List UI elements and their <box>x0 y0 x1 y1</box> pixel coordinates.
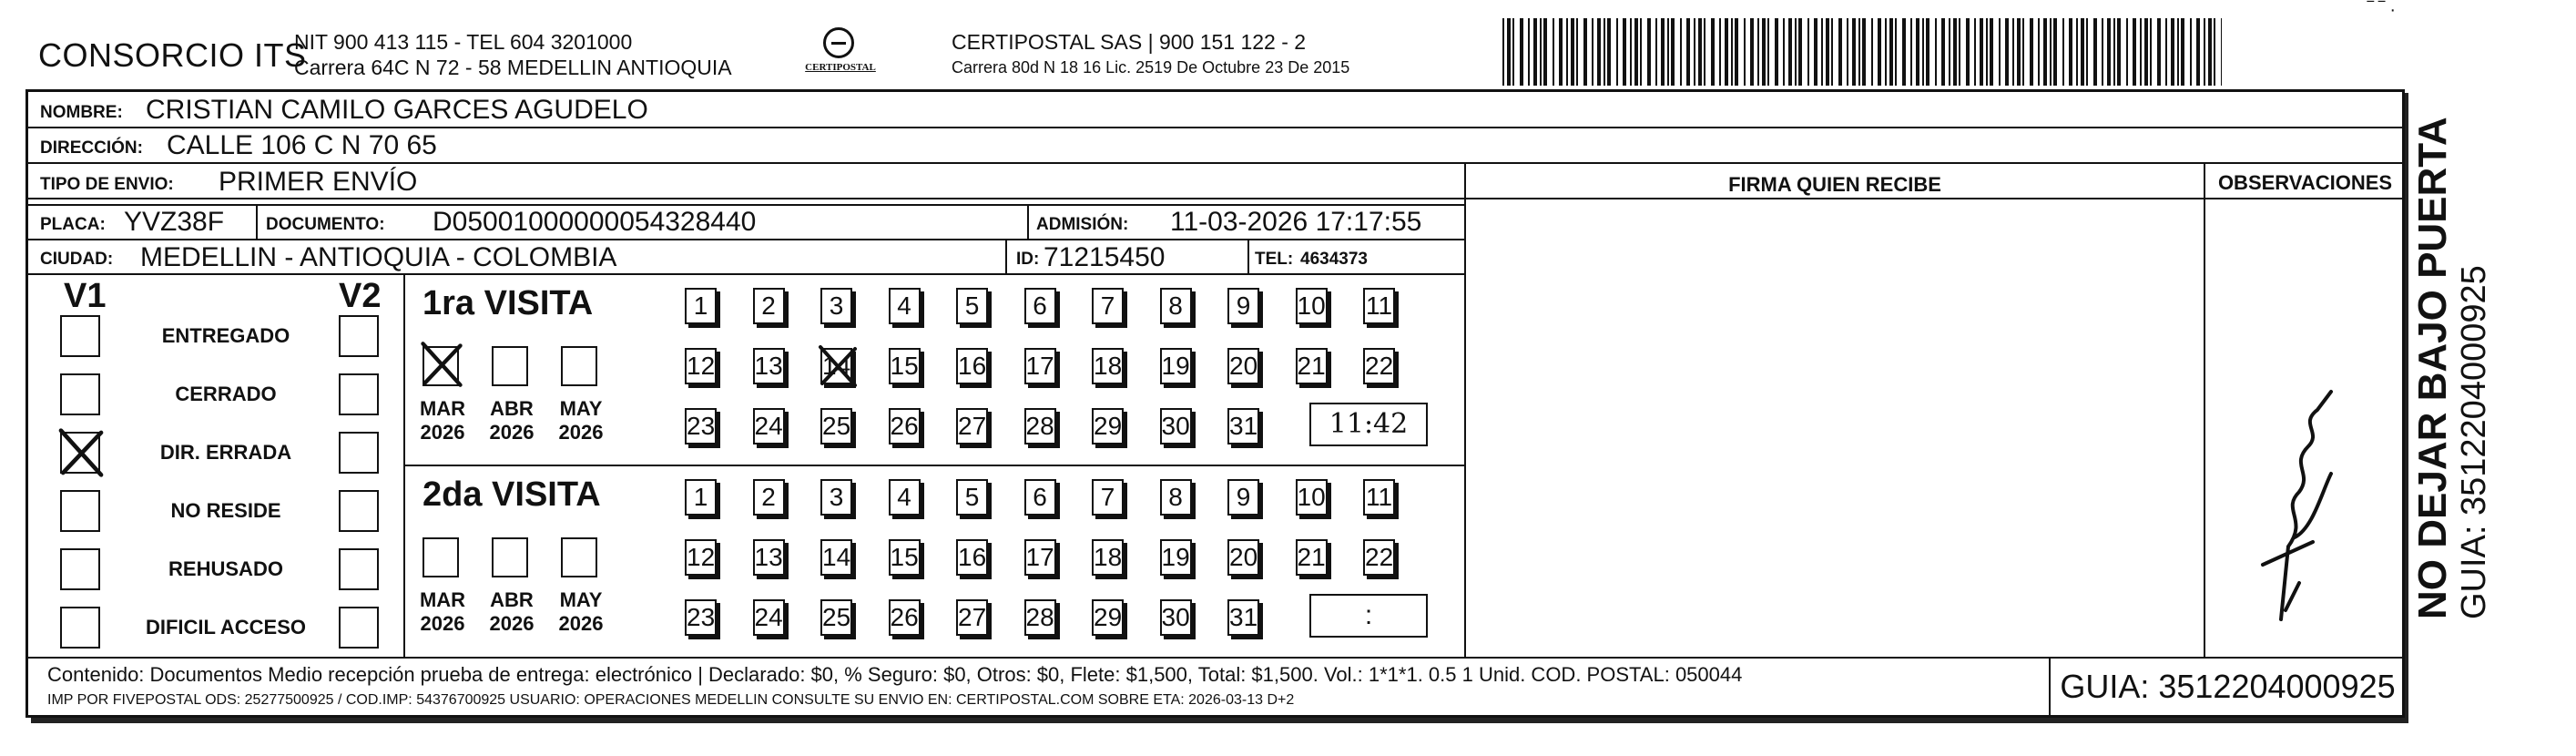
tel-value: 4634373 <box>1300 250 1368 269</box>
rule <box>25 273 1464 275</box>
barcode-bar <box>1999 18 2001 86</box>
tipo-envio-value: PRIMER ENVÍO <box>219 167 418 197</box>
day-box-8[interactable]: 8 <box>1160 479 1192 516</box>
month-label <box>554 397 608 444</box>
month-year: 2026 <box>558 421 604 444</box>
status-option-label: ENTREGADO <box>161 324 290 347</box>
barcode-bar <box>2038 18 2040 86</box>
barcode-bar <box>1750 18 1754 86</box>
barcode-bar <box>1922 18 1924 86</box>
v1-label: V1 <box>64 277 107 315</box>
rule <box>403 465 1464 466</box>
barcode-bar <box>1640 18 1642 86</box>
check-x-mark <box>55 426 107 479</box>
v1-checkbox[interactable] <box>60 373 100 415</box>
barcode-bar <box>2022 18 2024 86</box>
barcode-bar <box>1661 18 1665 86</box>
day-box-24[interactable]: 24 <box>753 408 785 444</box>
day-box-2[interactable]: 2 <box>753 288 785 324</box>
certipostal-logo <box>801 26 880 82</box>
vertical-guia: GUIA: 3512204000925 <box>2455 265 2493 619</box>
barcode-bar <box>1559 18 1563 86</box>
day-box-8[interactable]: 8 <box>1160 288 1192 324</box>
barcode-bar <box>1941 18 1945 86</box>
day-box-3[interactable]: 3 <box>820 288 852 324</box>
day-box-6[interactable]: 6 <box>1024 288 1056 324</box>
v1-checkbox[interactable] <box>60 607 100 649</box>
day-box-17[interactable]: 17 <box>1024 539 1056 576</box>
barcode-bar <box>1788 18 1792 86</box>
ciudad-value: MEDELLIN - ANTIOQUIA - COLOMBIA <box>140 242 617 272</box>
direccion-value: CALLE 106 C N 70 65 <box>167 130 437 160</box>
v2-checkbox[interactable] <box>339 607 379 649</box>
day-box-19[interactable]: 19 <box>1160 539 1192 576</box>
barcode-bar <box>2062 18 2064 86</box>
barcode-bar <box>1680 18 1682 86</box>
month-name: MAR <box>419 397 466 420</box>
courier-license-line: Carrera 80d N 18 16 Lic. 2519 De Octubre 23 De 2015 <box>952 58 1350 77</box>
barcode-bar <box>1821 18 1823 86</box>
nombre-value: CRISTIAN CAMILO GARCES AGUDELO <box>146 95 648 125</box>
rule <box>256 204 258 239</box>
barcode-bar <box>1807 18 1809 86</box>
receiver-signature <box>2245 383 2354 628</box>
ciudad-label: CIUDAD: <box>40 250 114 269</box>
rule <box>25 127 2405 128</box>
logo-text: CERTIPOSTAL <box>805 62 876 73</box>
day-box-30[interactable]: 30 <box>1160 599 1192 636</box>
visit-title: 1ra VISITA <box>423 284 594 322</box>
status-option-label: NO RESIDE <box>170 499 281 522</box>
barcode-bar <box>1686 18 1690 86</box>
company-name: CONSORCIO ITS <box>38 36 307 74</box>
barcode-bar <box>2117 18 2121 86</box>
day-box-29[interactable]: 29 <box>1092 599 1124 636</box>
barcode-bar <box>1655 18 1657 86</box>
day-box-27[interactable]: 27 <box>956 599 988 636</box>
barcode-bar <box>1949 18 1950 86</box>
barcode-bar <box>2140 18 2142 86</box>
day-box-2[interactable]: 2 <box>753 479 785 516</box>
day-box-17[interactable]: 17 <box>1024 348 1056 384</box>
barcode-bar <box>1862 18 1866 86</box>
barcode-bar <box>1847 18 1848 86</box>
month-year: 2026 <box>420 421 465 444</box>
barcode-bar <box>1831 18 1833 86</box>
month-checkbox[interactable] <box>561 537 597 577</box>
status-option-label: DIFICIL ACCESO <box>145 616 306 639</box>
vertical-notice <box>2411 109 2493 619</box>
day-box-20[interactable]: 20 <box>1227 539 1259 576</box>
day-box-1[interactable]: 1 <box>685 479 717 516</box>
admision-label: ADMISIÓN: <box>1036 215 1129 234</box>
day-box-7[interactable]: 7 <box>1092 288 1124 324</box>
v2-checkbox[interactable] <box>339 432 379 474</box>
barcode-bar <box>2050 18 2052 86</box>
barcode-bar <box>2086 18 2088 86</box>
barcode-bar <box>1576 18 1578 86</box>
courier-info <box>952 29 1349 80</box>
barcode-bar <box>1814 18 1817 86</box>
day-box-27[interactable]: 27 <box>956 408 988 444</box>
id-value: 71215450 <box>1044 242 1166 272</box>
guia-number: GUIA: 3512204000925 <box>2049 657 2405 717</box>
day-box-19[interactable]: 19 <box>1160 348 1192 384</box>
barcode-bar <box>2204 18 2205 86</box>
day-box-14[interactable]: 14 <box>820 348 852 384</box>
barcode-bar <box>2113 18 2115 86</box>
barcode-bar <box>1502 18 1504 86</box>
barcode-bar <box>2017 18 2021 86</box>
barcode <box>1502 18 2222 86</box>
barcode-bar <box>2093 18 2097 86</box>
rule <box>1005 239 1007 273</box>
barcode-bar <box>1616 18 1618 86</box>
barcode-bar <box>1885 18 1887 86</box>
direccion-label: DIRECCIÓN: <box>40 138 143 158</box>
day-box-30[interactable]: 30 <box>1160 408 1192 444</box>
day-box-10[interactable]: 10 <box>1296 479 1328 516</box>
month-checkbox[interactable] <box>561 346 597 386</box>
day-box-11[interactable]: 11 <box>1363 288 1395 324</box>
barcode-bar <box>1698 18 1702 86</box>
barcode-bar <box>2157 18 2161 86</box>
v2-checkbox[interactable] <box>339 490 379 532</box>
day-box-22[interactable]: 22 <box>1363 539 1395 576</box>
barcode-bar <box>1553 18 1554 86</box>
barcode-bar <box>1986 18 1988 86</box>
barcode-bar <box>1540 18 1542 86</box>
rule <box>2204 162 2205 657</box>
barcode-bar <box>1704 18 1705 86</box>
barcode-bar <box>1826 18 1829 86</box>
barcode-bar <box>2081 18 2084 86</box>
print-info-line: IMP POR FIVEPOSTAL ODS: 25277500925 / COD.IMP: 54376700925 USUARIO: OPERACIONES MEDELLIN CONSULTE SU ENVIO EN: CERTIPOSTAL.COM SOBRE ETA: 2026-03-13 D+2 <box>47 692 1295 708</box>
placa-value: YVZ38F <box>124 207 225 237</box>
barcode-bar <box>2190 18 2192 86</box>
barcode-bar <box>1767 18 1769 86</box>
day-box-14[interactable]: 14 <box>820 539 852 576</box>
barcode-bar <box>1694 18 1695 86</box>
month-checkbox[interactable] <box>423 537 459 577</box>
month-label <box>415 397 470 444</box>
month-checkbox[interactable] <box>492 537 528 577</box>
v2-label: V2 <box>339 277 382 315</box>
day-box-22[interactable]: 22 <box>1363 348 1395 384</box>
barcode-bar <box>2214 18 2215 86</box>
day-box-15[interactable]: 15 <box>889 348 921 384</box>
barcode-bar <box>2102 18 2103 86</box>
barcode-bar <box>2107 18 2111 86</box>
barcode-bar <box>1895 18 1897 86</box>
barcode-bar <box>1719 18 1721 86</box>
month-year: 2026 <box>420 612 465 635</box>
documento-value: D05001000000054328440 <box>433 207 757 237</box>
day-box-31[interactable]: 31 <box>1227 408 1259 444</box>
day-box-29[interactable]: 29 <box>1092 408 1124 444</box>
day-box-11[interactable]: 11 <box>1363 479 1395 516</box>
day-box-3[interactable]: 3 <box>820 479 852 516</box>
rule <box>403 273 405 657</box>
v1-checkbox[interactable] <box>60 490 100 532</box>
barcode-bar <box>2196 18 2200 86</box>
company-nit-line: NIT 900 413 115 - TEL 604 3201000 <box>294 30 633 54</box>
barcode-bar <box>2005 18 2009 86</box>
day-box-6[interactable]: 6 <box>1024 479 1056 516</box>
visit-time-box[interactable]: : <box>1309 594 1428 638</box>
barcode-bar <box>1607 18 1611 86</box>
barcode-bar <box>1916 18 1919 86</box>
observaciones-header: OBSERVACIONES <box>2217 171 2393 194</box>
company-address-line: Carrera 64C N 72 - 58 MEDELLIN ANTIOQUIA <box>294 56 732 79</box>
barcode-bar <box>1775 18 1778 86</box>
month-year: 2026 <box>489 421 535 444</box>
day-box-28[interactable]: 28 <box>1024 599 1056 636</box>
v2-checkbox[interactable] <box>339 315 379 357</box>
courier-nit-line: CERTIPOSTAL SAS | 900 151 122 - 2 <box>952 30 1307 54</box>
barcode-bar <box>1744 18 1746 86</box>
barcode-bar <box>1889 18 1893 86</box>
day-box-5[interactable]: 5 <box>956 479 988 516</box>
box-shadow-right <box>2405 93 2408 723</box>
status-option-label: REHUSADO <box>168 557 283 580</box>
day-box-1[interactable]: 1 <box>685 288 717 324</box>
admision-value: 11-03-2026 17:17:55 <box>1170 207 1422 237</box>
day-box-28[interactable]: 28 <box>1024 408 1056 444</box>
day-box-23[interactable]: 23 <box>685 408 717 444</box>
barcode-bar <box>2053 18 2057 86</box>
visit-time-box[interactable]: 11:42 <box>1309 403 1428 446</box>
barcode-bar <box>1667 18 1669 86</box>
barcode-bar <box>1592 18 1593 86</box>
status-option-label: CERRADO <box>175 383 277 405</box>
tel-label: TEL: <box>1255 250 1294 269</box>
day-box-9[interactable]: 9 <box>1227 288 1259 324</box>
firma-header: FIRMA QUIEN RECIBE <box>1728 173 1941 196</box>
month-year: 2026 <box>489 612 535 635</box>
barcode-bar <box>1725 18 1728 86</box>
month-name: MAY <box>559 397 603 420</box>
rule <box>25 162 2405 164</box>
rule <box>1027 204 1029 239</box>
day-box-21[interactable]: 21 <box>1296 539 1328 576</box>
barcode-bar <box>1512 18 1514 86</box>
barcode-bar <box>1795 18 1797 86</box>
month-year: 2026 <box>558 612 604 635</box>
day-box-13[interactable]: 13 <box>753 539 785 576</box>
contents-line: Contenido: Documentos Medio recepción prueba de entrega: electrónico | Declarado: $0, % Seguro: $0, Otros: $0, Flete: $1,500, Total: $1,500. Vol.: 1*1*1. 0.5 1 Unid. COD. POSTAL: 050044 <box>47 663 1743 686</box>
day-box-12[interactable]: 12 <box>685 539 717 576</box>
barcode-bar <box>1731 18 1733 86</box>
nombre-label: NOMBRE: <box>40 103 123 122</box>
barcode-bar <box>1974 18 1976 86</box>
barcode-bar <box>1953 18 1957 86</box>
month-label <box>484 588 539 636</box>
barcode-bar <box>1507 18 1511 86</box>
day-box-25[interactable]: 25 <box>820 599 852 636</box>
documento-label: DOCUMENTO: <box>266 215 385 234</box>
company-info <box>294 29 732 80</box>
barcode-bar <box>1623 18 1626 86</box>
tipo-envio-label: TIPO DE ENVIO: <box>40 175 174 194</box>
month-label <box>415 588 470 636</box>
day-box-4[interactable]: 4 <box>889 479 921 516</box>
barcode-bar <box>2076 18 2078 86</box>
day-box-25[interactable]: 25 <box>820 408 852 444</box>
barcode-bar <box>1597 18 1601 86</box>
day-box-13[interactable]: 13 <box>753 348 785 384</box>
barcode-bar <box>2133 18 2136 86</box>
month-label <box>554 588 608 636</box>
rule <box>1464 162 1466 657</box>
barcode-bar <box>2126 18 2128 86</box>
box-shadow-bottom <box>31 718 2408 723</box>
barcode-bar <box>2177 18 2179 86</box>
rule <box>25 198 2405 199</box>
barcode-bar <box>1926 18 1929 86</box>
v1-checkbox[interactable] <box>60 315 100 357</box>
placa-label: PLACA: <box>40 215 106 234</box>
day-box-9[interactable]: 9 <box>1227 479 1259 516</box>
barcode-bar <box>2030 18 2033 86</box>
month-name: ABR <box>490 397 534 420</box>
barcode-bar <box>1533 18 1537 86</box>
day-box-21[interactable]: 21 <box>1296 348 1328 384</box>
month-name: MAY <box>559 588 603 611</box>
barcode-bar <box>2150 18 2152 86</box>
day-box-5[interactable]: 5 <box>956 288 988 324</box>
day-box-12[interactable]: 12 <box>685 348 717 384</box>
barcode-bar <box>1871 18 1873 86</box>
barcode-bar <box>1966 18 1970 86</box>
check-x-mark <box>815 341 860 392</box>
barcode-bar <box>1571 18 1574 86</box>
day-box-24[interactable]: 24 <box>753 599 785 636</box>
barcode-bar <box>2043 18 2047 86</box>
barcode-bar <box>1838 18 1842 86</box>
logo-circle-icon <box>823 27 854 58</box>
day-box-26[interactable]: 26 <box>889 599 921 636</box>
barcode-bar <box>1878 18 1881 86</box>
barcode-bar <box>1604 18 1605 86</box>
day-box-16[interactable]: 16 <box>956 348 988 384</box>
barcode-bar <box>2144 18 2148 86</box>
barcode-bar <box>1798 18 1802 86</box>
day-box-16[interactable]: 16 <box>956 539 988 576</box>
no-dejar-notice: NO DEJAR BAJO PUERTA <box>2410 117 2455 619</box>
barcode-bar <box>1935 18 1937 86</box>
rule <box>25 204 1464 206</box>
day-box-10[interactable]: 10 <box>1296 288 1328 324</box>
barcode-bar <box>1852 18 1856 86</box>
barcode-bar <box>2208 18 2212 86</box>
day-box-15[interactable]: 15 <box>889 539 921 576</box>
month-label <box>484 397 539 444</box>
id-label: ID: <box>1016 250 1040 269</box>
top-edge-mark: ‾ ‾ · <box>2367 0 2397 20</box>
barcode-bar <box>1583 18 1587 86</box>
barcode-bar <box>2221 18 2222 86</box>
v1-checkbox[interactable] <box>60 548 100 590</box>
barcode-bar <box>1959 18 1960 86</box>
barcode-bar <box>1902 18 1906 86</box>
day-box-7[interactable]: 7 <box>1092 479 1124 516</box>
barcode-bar <box>1711 18 1715 86</box>
day-box-4[interactable]: 4 <box>889 288 921 324</box>
check-x-mark <box>417 339 466 390</box>
barcode-bar <box>1980 18 1983 86</box>
barcode-bar <box>1647 18 1651 86</box>
day-box-26[interactable]: 26 <box>889 408 921 444</box>
barcode-bar <box>2012 18 2014 86</box>
month-name: ABR <box>490 588 534 611</box>
barcode-bar <box>1735 18 1738 86</box>
day-box-20[interactable]: 20 <box>1227 348 1259 384</box>
barcode-bar <box>1757 18 1759 86</box>
status-option-label: DIR. ERRADA <box>159 441 292 464</box>
barcode-bar <box>1528 18 1530 86</box>
barcode-bar <box>2069 18 2072 86</box>
barcode-bar <box>1543 18 1547 86</box>
v2-checkbox[interactable] <box>339 373 379 415</box>
barcode-bar <box>1858 18 1860 86</box>
barcode-bar <box>1630 18 1632 86</box>
barcode-bar <box>2171 18 2174 86</box>
month-checkbox[interactable] <box>492 346 528 386</box>
barcode-bar <box>1671 18 1675 86</box>
barcode-bar <box>1566 18 1568 86</box>
barcode-bar <box>1520 18 1523 86</box>
barcode-bar <box>2181 18 2184 86</box>
barcode-bar <box>1910 18 1912 86</box>
barcode-bar <box>1634 18 1638 86</box>
rule <box>1247 239 1249 273</box>
day-box-31[interactable]: 31 <box>1227 599 1259 636</box>
barcode-bar <box>1990 18 1993 86</box>
barcode-bar <box>1783 18 1785 86</box>
day-box-18[interactable]: 18 <box>1092 348 1124 384</box>
v2-checkbox[interactable] <box>339 548 379 590</box>
month-name: MAR <box>419 588 466 611</box>
barcode-bar <box>2165 18 2167 86</box>
day-box-18[interactable]: 18 <box>1092 539 1124 576</box>
visit-title: 2da VISITA <box>423 475 601 514</box>
day-box-23[interactable]: 23 <box>685 599 717 636</box>
barcode-bar <box>1762 18 1766 86</box>
